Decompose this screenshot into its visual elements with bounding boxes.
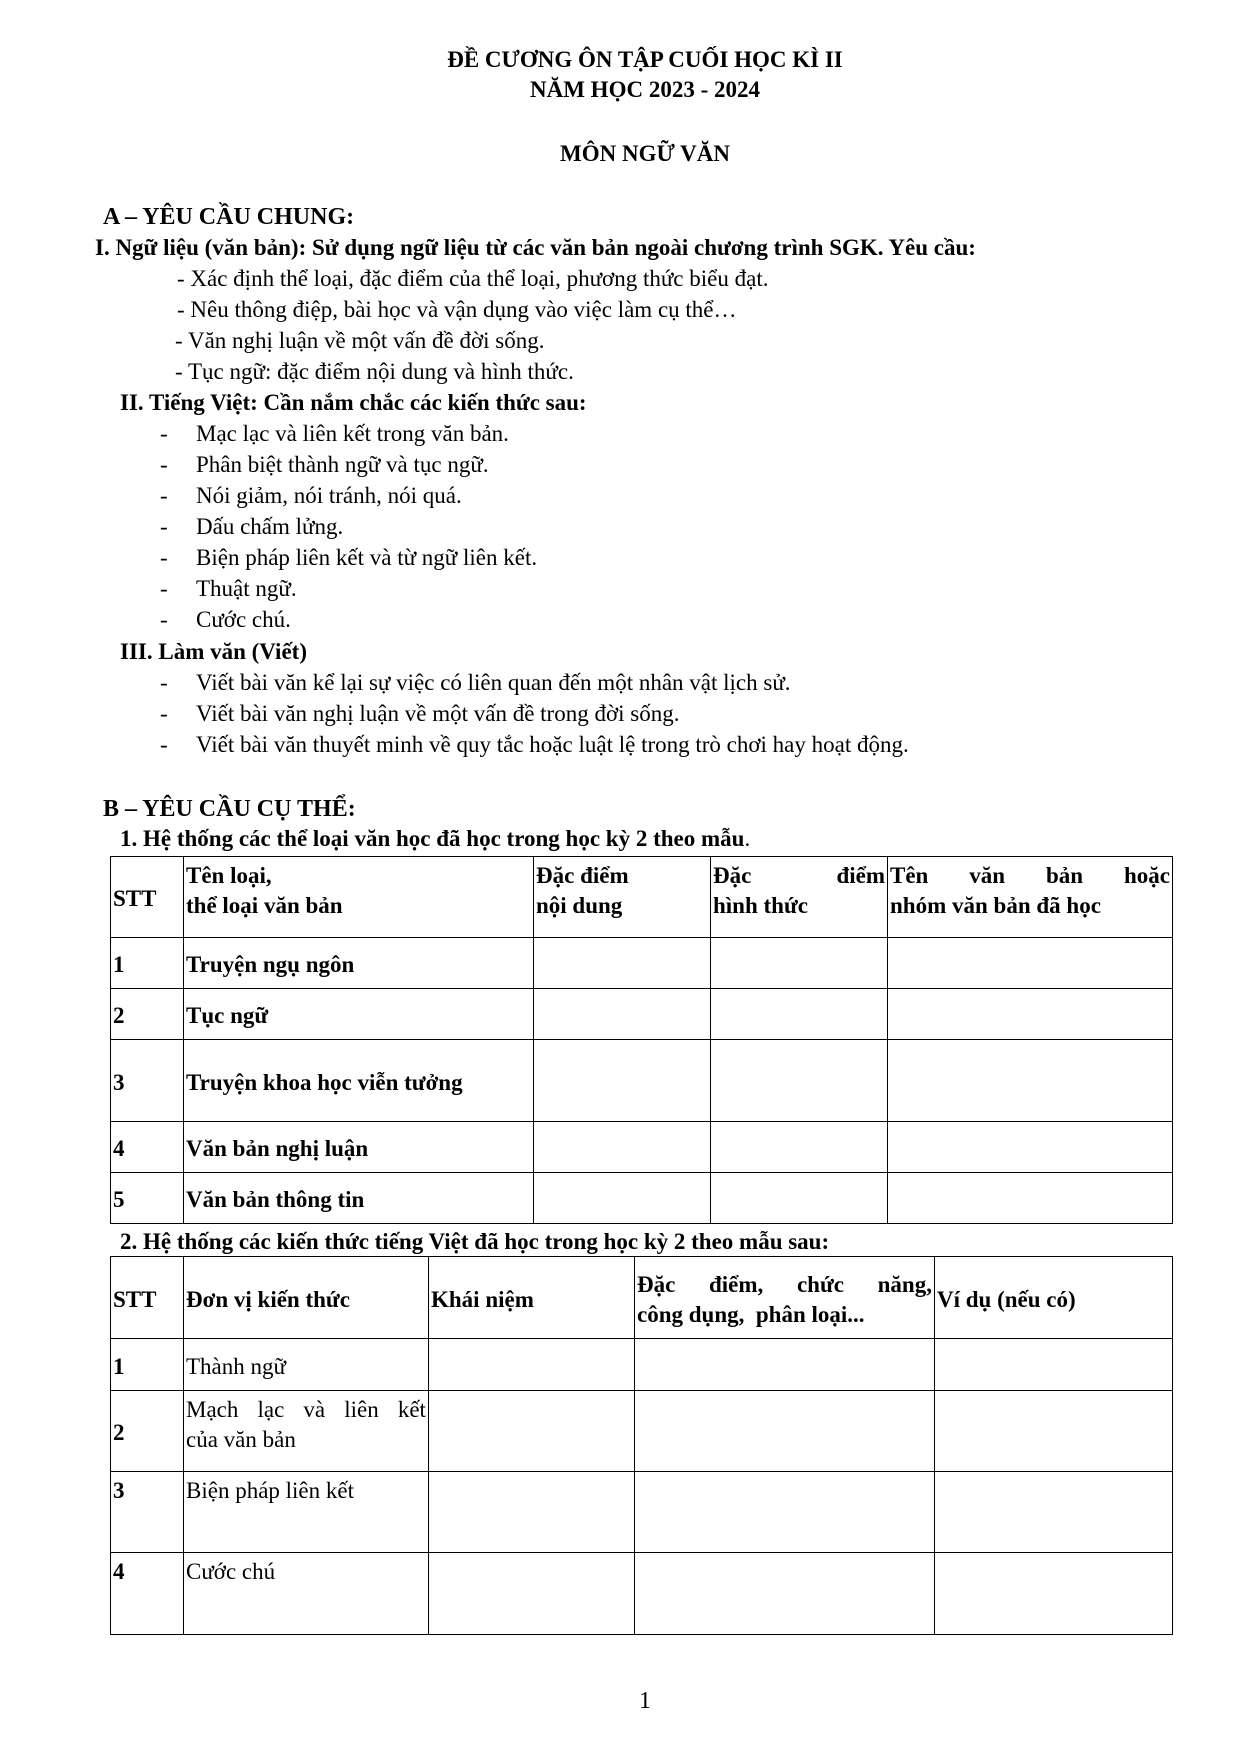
part3-item-text: Viết bài văn kể lại sự việc có liên quan đến một nhân vật lịch sử. xyxy=(196,670,791,695)
empty-cell xyxy=(935,1339,1173,1391)
header-concept: Khái niệm xyxy=(429,1257,635,1339)
w: năng, xyxy=(877,1271,932,1297)
part2-item-text: Biện pháp liên kết và từ ngữ liên kết. xyxy=(196,545,538,570)
row-stt: 1 xyxy=(111,1339,184,1391)
part1-heading-tail: . Yêu cầu: xyxy=(877,235,976,260)
part2-item-text: Phân biệt thành ngữ và tục ngữ. xyxy=(196,452,489,477)
bullet-dash: - xyxy=(160,607,168,632)
empty-cell xyxy=(711,989,888,1040)
part3-item xyxy=(160,669,791,698)
empty-cell xyxy=(429,1391,635,1472)
header-form-line1 xyxy=(713,861,885,891)
row-genre: Truyện ngụ ngôn xyxy=(184,938,534,989)
part1-item: - Tục ngữ: đặc điểm nội dung và hình thức. xyxy=(175,359,574,384)
bullet-dash: - xyxy=(160,421,168,446)
row-stt: 1 xyxy=(111,938,184,989)
header-texts-line2: nhóm văn bản đã học xyxy=(890,892,1101,918)
bullet-dash: - xyxy=(160,701,168,726)
row-stt: 3 xyxy=(111,1040,184,1122)
empty-cell xyxy=(534,938,711,989)
table1-caption-tail: . xyxy=(744,826,751,851)
empty-cell xyxy=(711,1173,888,1224)
doc-title-line2: NĂM HỌC 2023 - 2024 xyxy=(530,77,760,102)
empty-cell xyxy=(888,938,1173,989)
row-knowledge-unit xyxy=(184,1391,429,1472)
part2-item-text: Dấu chấm lửng. xyxy=(196,514,344,539)
header-content-features: Đặc điểm nội dung xyxy=(534,857,711,938)
w: liên xyxy=(344,1397,379,1422)
row-stt: 5 xyxy=(111,1173,184,1224)
part1-item: - Nêu thông điệp, bài học và vận dụng vào việc làm cụ thể… xyxy=(177,297,737,322)
header-knowledge-unit: Đơn vị kiến thức xyxy=(184,1257,429,1339)
w: Tên xyxy=(890,863,929,888)
doc-title-line1: ĐỀ CƯƠNG ÔN TẬP CUỐI HỌC KÌ II xyxy=(447,47,843,72)
empty-cell xyxy=(534,1040,711,1122)
empty-cell xyxy=(888,1173,1173,1224)
empty-cell xyxy=(429,1472,635,1553)
table-row xyxy=(111,1339,1173,1391)
bullet-dash: - xyxy=(160,576,168,601)
empty-cell xyxy=(888,1122,1173,1173)
empty-cell xyxy=(935,1391,1173,1472)
header-genre: Tên loại, thể loại văn bản xyxy=(184,857,534,938)
row-genre: Truyện khoa học viễn tưởng xyxy=(184,1040,534,1122)
table-header-row xyxy=(111,857,1173,938)
bullet-dash: - xyxy=(160,732,168,757)
empty-cell xyxy=(711,1040,888,1122)
empty-cell xyxy=(711,938,888,989)
w: và xyxy=(303,1397,326,1422)
empty-cell xyxy=(711,1122,888,1173)
part3-item xyxy=(160,700,679,729)
part3-item xyxy=(160,731,909,760)
row-knowledge-unit: Biện pháp liên kết xyxy=(184,1472,429,1553)
part2-item xyxy=(160,544,537,573)
empty-cell xyxy=(429,1553,635,1635)
part1-heading xyxy=(95,234,976,263)
part2-item-text: Thuật ngữ. xyxy=(196,576,297,601)
w: điểm, xyxy=(708,1271,764,1297)
part2-heading: II. Tiếng Việt: Cần nắm chắc các kiến thức sau: xyxy=(120,390,587,415)
bullet-dash: - xyxy=(160,514,168,539)
row-genre: Văn bản thông tin xyxy=(184,1173,534,1224)
section-a-heading: A – YÊU CẦU CHUNG: xyxy=(103,204,355,230)
unit-line1 xyxy=(186,1395,426,1425)
header-char-line1 xyxy=(637,1270,932,1300)
table-row xyxy=(111,1040,1173,1122)
part2-item xyxy=(160,482,462,511)
part3-item-text: Viết bài văn thuyết minh về quy tắc hoặc luật lệ trong trò chơi hay hoạt động. xyxy=(196,732,909,757)
bullet-dash: - xyxy=(160,452,168,477)
row-stt: 2 xyxy=(111,989,184,1040)
empty-cell xyxy=(935,1472,1173,1553)
empty-cell xyxy=(635,1339,935,1391)
table-row xyxy=(111,938,1173,989)
part1-item: - Văn nghị luận về một vấn đề đời sống. xyxy=(175,328,545,353)
header-form-line2: hình thức xyxy=(713,892,808,918)
empty-cell xyxy=(635,1553,935,1635)
vietnamese-knowledge-table xyxy=(110,1256,1173,1635)
header-form-word1: Đặc xyxy=(713,863,752,888)
table-row xyxy=(111,989,1173,1040)
row-stt: 2 xyxy=(111,1391,184,1472)
w: kết xyxy=(397,1397,426,1422)
w: bản xyxy=(1045,863,1084,888)
header-stt: STT xyxy=(111,857,184,938)
part2-item-text: Cước chú. xyxy=(196,607,291,632)
part2-item xyxy=(160,575,297,604)
part2-item xyxy=(160,606,291,635)
empty-cell xyxy=(534,1173,711,1224)
empty-cell xyxy=(635,1391,935,1472)
w: chức xyxy=(796,1271,844,1297)
table-row xyxy=(111,1173,1173,1224)
empty-cell xyxy=(635,1472,935,1553)
row-genre: Văn bản nghị luận xyxy=(184,1122,534,1173)
page-number: 1 xyxy=(639,1688,651,1714)
part2-item xyxy=(160,451,489,480)
table1-caption-text: 1. Hệ thống các thể loại văn học đã học trong học kỳ 2 theo mẫu xyxy=(120,826,745,851)
part3-item-text: Viết bài văn nghị luận về một vấn đề trong đời sống. xyxy=(196,701,680,726)
header-texts-line1 xyxy=(890,861,1170,891)
part1-item: - Xác định thể loại, đặc điểm của thể loại, phương thức biểu đạt. xyxy=(177,266,769,291)
part3-heading: III. Làm văn (Viết) xyxy=(120,639,307,664)
w: văn xyxy=(969,863,1006,888)
bullet-dash: - xyxy=(160,545,168,570)
section-b-heading: B – YÊU CẦU CỤ THỂ: xyxy=(103,796,356,822)
header-form-word2: điểm xyxy=(836,863,885,888)
row-stt: 3 xyxy=(111,1472,184,1553)
part2-item-text: Mạc lạc và liên kết trong văn bản. xyxy=(196,421,509,446)
table-header-row xyxy=(111,1257,1173,1339)
empty-cell xyxy=(429,1339,635,1391)
header-stt: STT xyxy=(111,1257,184,1339)
row-stt: 4 xyxy=(111,1553,184,1635)
empty-cell xyxy=(534,1122,711,1173)
table1-caption xyxy=(120,825,750,854)
empty-cell xyxy=(888,989,1173,1040)
table-row xyxy=(111,1122,1173,1173)
bullet-dash: - xyxy=(160,670,168,695)
header-example: Ví dụ (nếu có) xyxy=(935,1257,1173,1339)
w: lạc xyxy=(257,1397,285,1422)
genre-table xyxy=(110,856,1173,1224)
w: Đặc xyxy=(637,1271,676,1297)
part1-heading-lead: I. Ngữ liệu (văn bản): Sử dụng ngữ liệu từ các văn bản ngoài chương trình SGK xyxy=(95,235,878,260)
empty-cell xyxy=(888,1040,1173,1122)
header-form-features xyxy=(711,857,888,938)
table-row xyxy=(111,1391,1173,1472)
part2-item xyxy=(160,420,509,449)
row-stt: 4 xyxy=(111,1122,184,1173)
empty-cell xyxy=(935,1553,1173,1635)
table2-caption: 2. Hệ thống các kiến thức tiếng Việt đã học trong học kỳ 2 theo mẫu sau: xyxy=(120,1229,830,1254)
header-char-line2: công dụng, phân loại... xyxy=(637,1301,865,1327)
w: Mạch xyxy=(186,1397,239,1422)
doc-subject: MÔN NGỮ VĂN xyxy=(560,141,730,166)
part2-item-text: Nói giảm, nói tránh, nói quá. xyxy=(196,483,462,508)
table-row xyxy=(111,1553,1173,1635)
part2-item xyxy=(160,513,343,542)
bullet-dash: - xyxy=(160,483,168,508)
row-genre: Tục ngữ xyxy=(184,989,534,1040)
row-knowledge-unit: Thành ngữ xyxy=(184,1339,429,1391)
empty-cell xyxy=(534,989,711,1040)
row-knowledge-unit: Cước chú xyxy=(184,1553,429,1635)
w: hoặc xyxy=(1124,863,1170,888)
header-characteristics xyxy=(635,1257,935,1339)
header-texts-studied xyxy=(888,857,1173,938)
table-row xyxy=(111,1472,1173,1553)
unit-line2: của văn bản xyxy=(186,1426,296,1452)
